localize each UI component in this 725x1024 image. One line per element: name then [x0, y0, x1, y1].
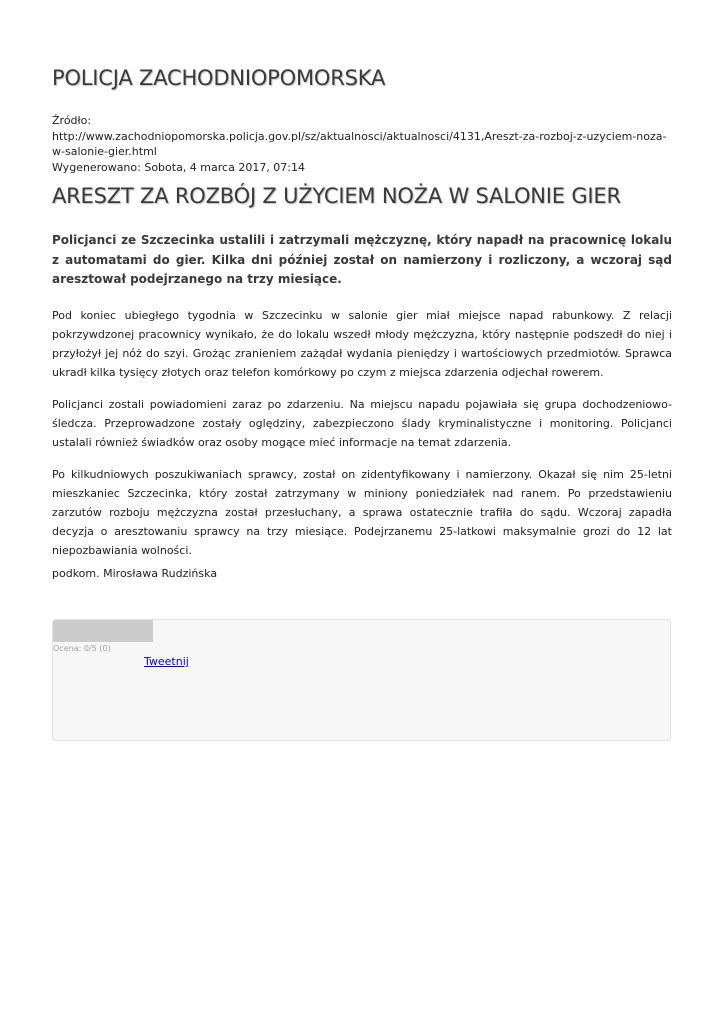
- social-rating-panel: [52, 619, 671, 741]
- rating-stars-bar[interactable]: [53, 620, 153, 642]
- rating-text: Ocena: 0/5 (0): [53, 644, 111, 653]
- source-url: http://www.zachodniopomorska.policja.gov.pl/sz/aktualnosci/aktualnosci/4131,Areszt-za-rozboj-z-uzyciem-noza-w-salonie-gier.html: [52, 129, 667, 158]
- generated-timestamp: Wygenerowano: Sobota, 4 marca 2017, 07:14: [52, 160, 306, 174]
- site-title: POLICJA ZACHODNIOPOMORSKA: [52, 66, 386, 90]
- article-title: ARESZT ZA ROZBÓJ Z UŻYCIEM NOŻA W SALONIE GIER: [52, 184, 621, 208]
- tweet-link[interactable]: Tweetnij: [144, 655, 189, 668]
- article-paragraph: Po kilkudniowych poszukiwaniach sprawcy, został on zidentyfikowany i namierzony. Okazał się nim 25-letni mieszkaniec Szczecinka, który został zatrzymany w miniony poniedziałek nad ranem. Po przedstawieniu zarzutów rozboju mężczyzna został przesłuchany, a sprawa ostatecznie trafiła do sądu. Wczoraj zapadła decyzja o aresztowaniu sprawcy na trzy miesiące. Podejrzanemu 25-latkowi maksymalnie grozi do 12 lat niepozbawiania wolności.: [52, 468, 672, 557]
- article-lead: Policjanci ze Szczecinka ustalili i zatrzymali mężczyznę, który napadł na pracownicę lokalu z automatami do gier. Kilka dni później został on namierzony i rozliczony, a wczoraj sąd aresztował podejrzanego na trzy miesiące.: [52, 233, 672, 286]
- article-body: [52, 306, 672, 573]
- article-paragraph: Pod koniec ubiegłego tygodnia w Szczecinku w salonie gier miał miejsce napad rabunkowy. Z relacji pokrzywdzonej pracownicy wynikało, że do lokalu wszedł młody mężczyzna, który następnie podszedł do niej i przyłożył jej nóż do szyi. Grożąc zranieniem zażądał wydania pieniędzy i wartościowych przedmiotów. Sprawca ukradł kilka tysięcy złotych oraz telefon komórkowy po czym z miejsca zdarzenia odjechał rowerem.: [52, 309, 672, 379]
- article-paragraph: Policjanci zostali powiadomieni zaraz po zdarzeniu. Na miejscu napadu pojawiała się grupa dochodzeniowo-śledcza. Przeprowadzone zostały oględziny, zabezpieczono ślady kryminalistyczne i monitoring. Policjanci ustalali również świadków oraz osoby mogące mieć informacje na temat zdarzenia.: [52, 398, 672, 449]
- source-label: Źródło:: [52, 114, 92, 127]
- article-author: podkom. Mirosława Rudzińska: [52, 567, 218, 580]
- document-meta: [52, 113, 674, 175]
